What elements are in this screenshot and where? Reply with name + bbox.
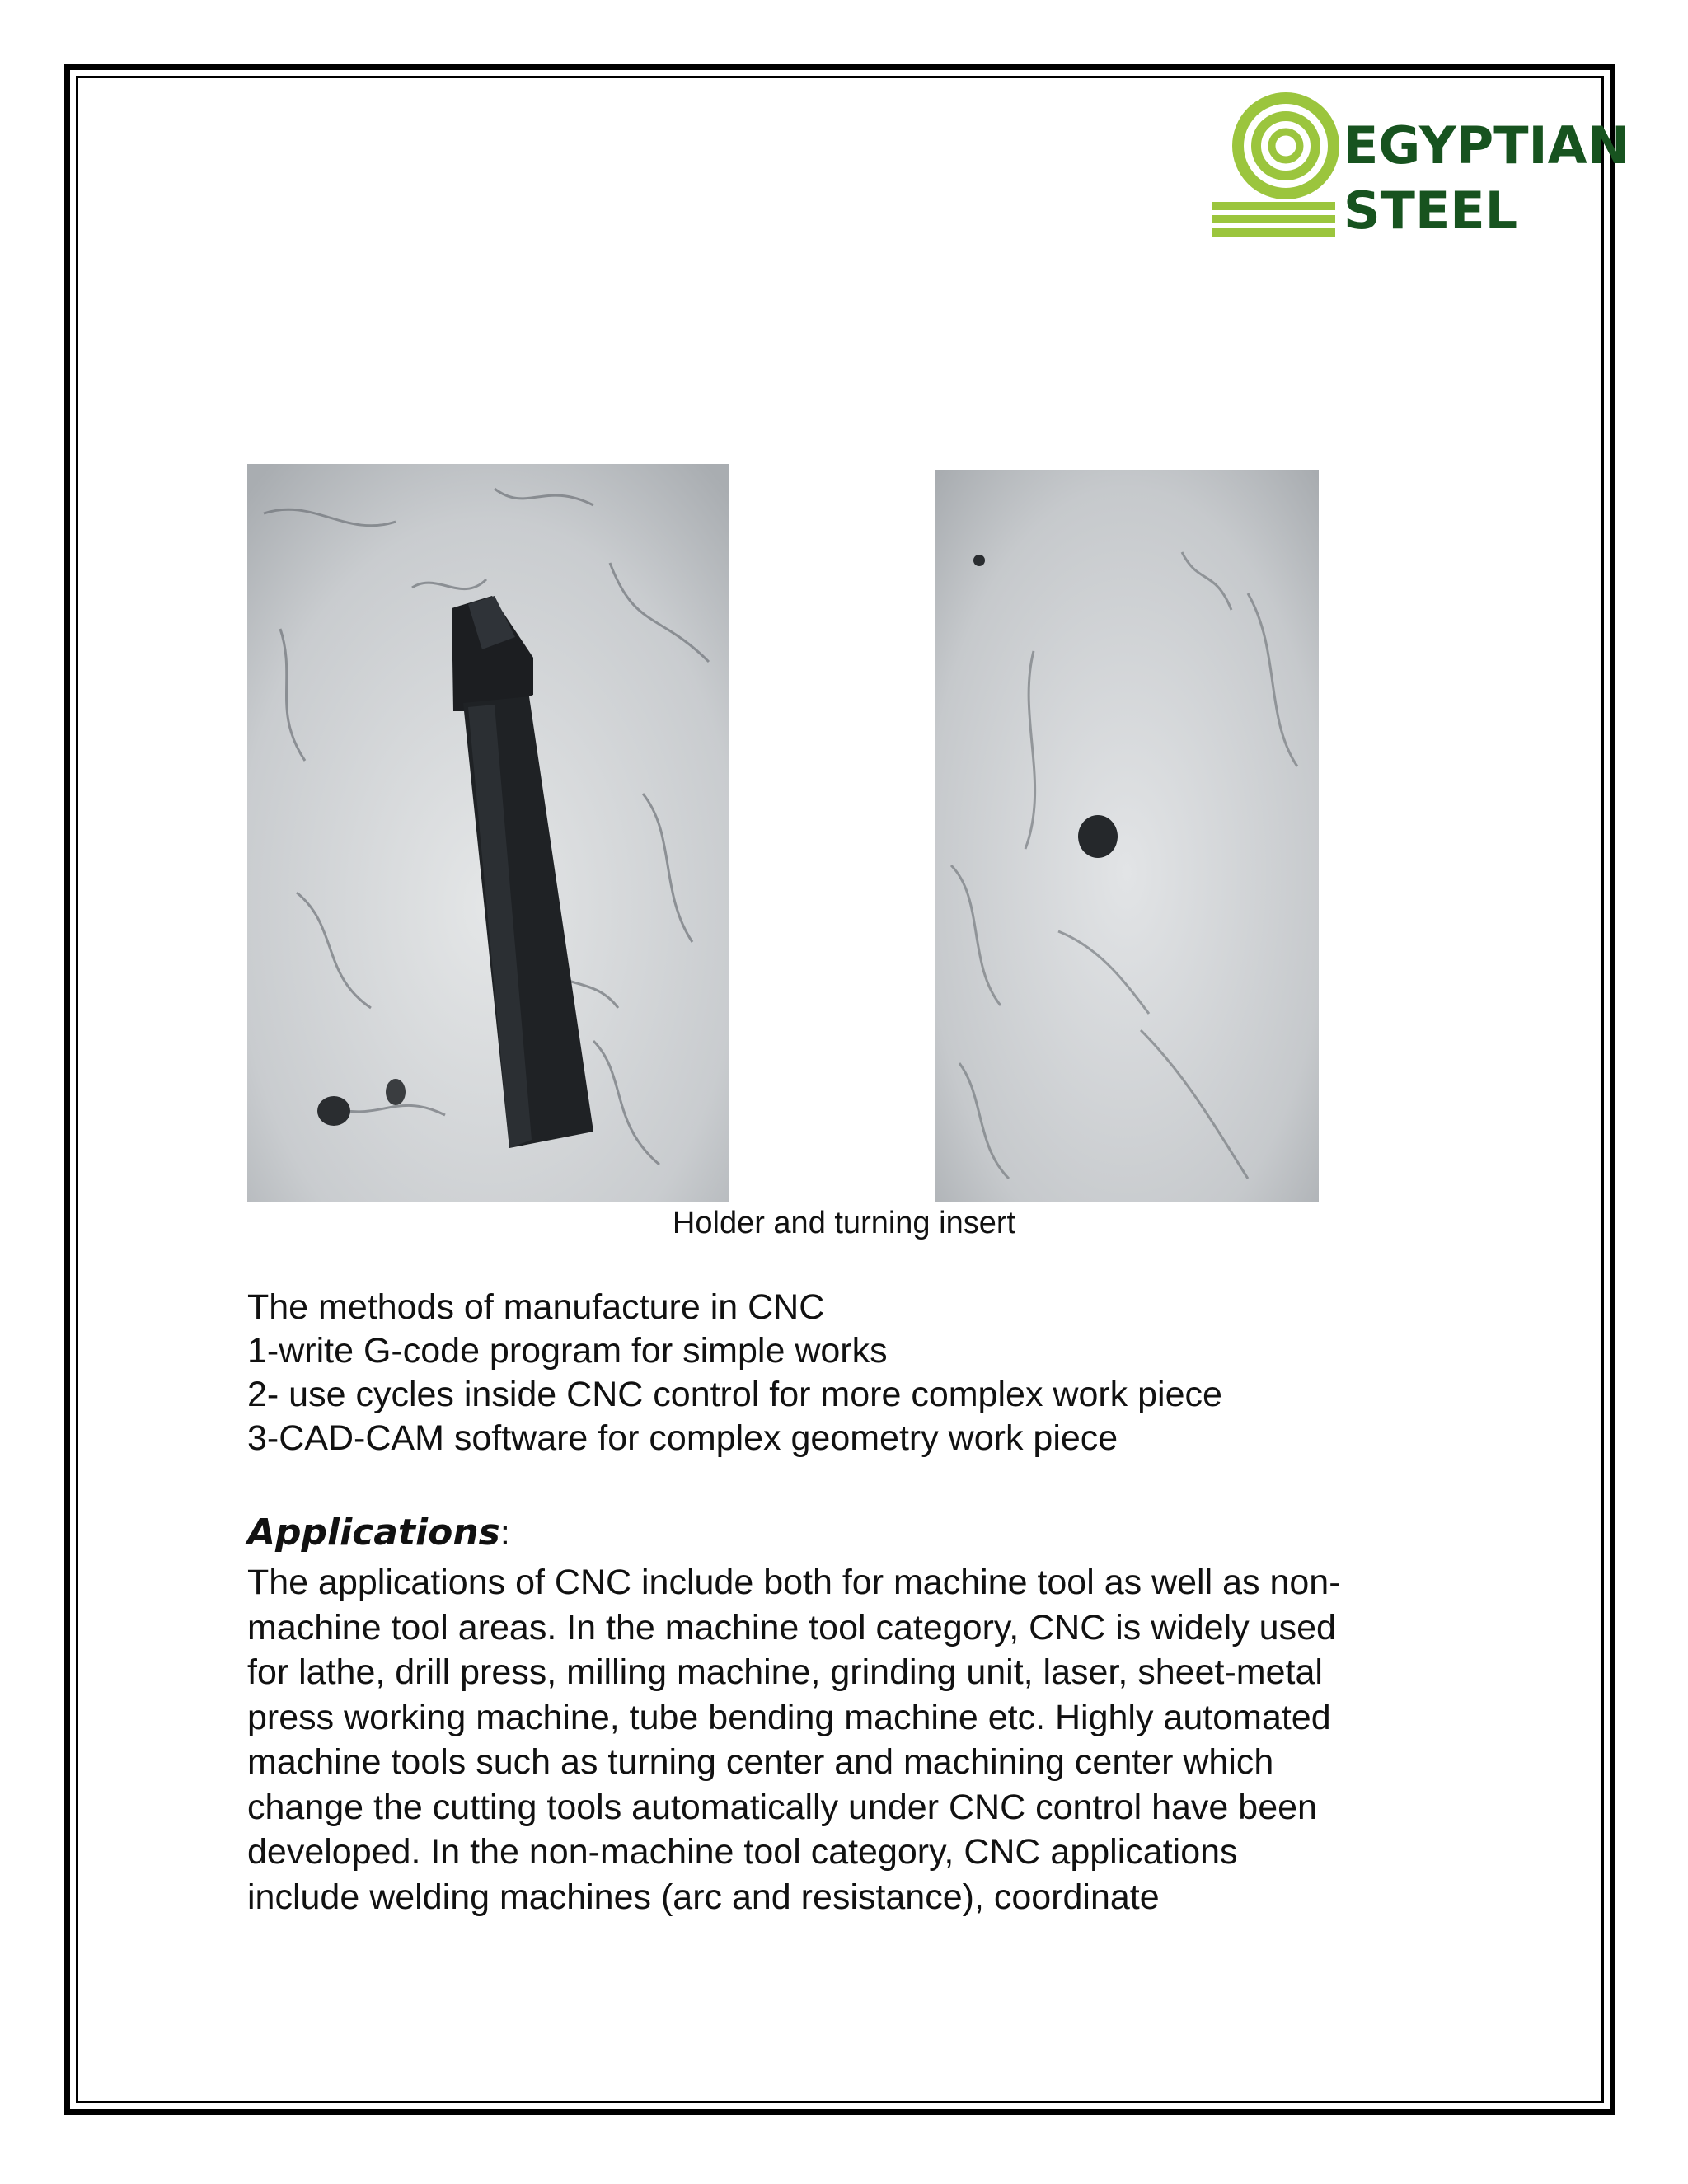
- paragraph-line: developed. In the non-machine tool category, CNC applications: [247, 1832, 1238, 1872]
- logo-text-line2: STEEL: [1343, 180, 1518, 241]
- methods-item: 3-CAD-CAM software for complex geometry work piece: [247, 1418, 1118, 1458]
- paragraph-line: The applications of CNC include both for machine tool as well as non-: [247, 1563, 1341, 1602]
- applications-heading-colon: :: [499, 1513, 510, 1553]
- insert-photo: [935, 470, 1319, 1202]
- applications-heading-text: Applications: [247, 1511, 500, 1554]
- paragraph-line: machine tool areas. In the machine tool category, CNC is widely used: [247, 1607, 1336, 1647]
- logo-text-line1: EGYPTIAN: [1343, 115, 1630, 176]
- egyptian-steel-logo: [1212, 87, 1630, 243]
- figure-caption: Holder and turning insert: [672, 1206, 1016, 1240]
- methods-title: The methods of manufacture in CNC: [247, 1287, 825, 1327]
- methods-list: [247, 1286, 1484, 1460]
- methods-item: 1-write G-code program for simple works: [247, 1331, 888, 1371]
- applications-heading: [247, 1507, 510, 1558]
- applications-paragraph: [247, 1560, 1467, 1919]
- paragraph-line: include welding machines (arc and resistance), coordinate: [247, 1877, 1160, 1917]
- paragraph-line: machine tools such as turning center and machining center which: [247, 1742, 1274, 1782]
- paragraph-line: press working machine, tube bending machine etc. Highly automated: [247, 1697, 1331, 1737]
- paragraph-line: change the cutting tools automatically under CNC control have been: [247, 1787, 1317, 1827]
- holder-photo: [247, 464, 729, 1202]
- paragraph-line: for lathe, drill press, milling machine, grinding unit, laser, sheet-metal: [247, 1652, 1323, 1692]
- logo-mark-icon: [1212, 87, 1630, 243]
- methods-item: 2- use cycles inside CNC control for more complex work piece: [247, 1375, 1222, 1414]
